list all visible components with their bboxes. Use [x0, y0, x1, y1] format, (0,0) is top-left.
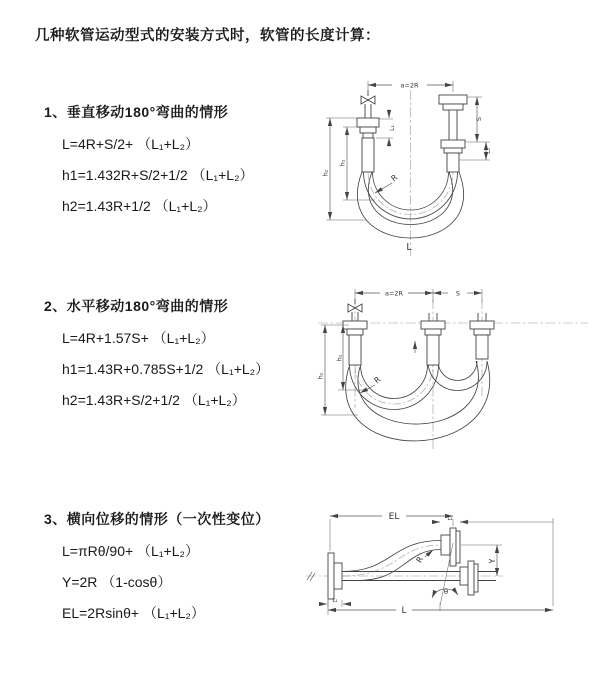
diagram-horizontal-180-bend — [310, 283, 595, 460]
dim-label-h2: h₂ — [316, 372, 325, 380]
dim-label-h1: h₁ — [335, 354, 344, 362]
dimension-lines — [319, 516, 553, 615]
section-2-heading: 2、水平移动180°弯曲的情形 — [44, 298, 229, 314]
dim-label-theta: θ — [443, 588, 449, 596]
section-3 — [44, 509, 270, 634]
dim-label-span: a=2R — [400, 81, 419, 90]
braid-section — [427, 335, 439, 365]
dim-label-length: L — [401, 606, 407, 616]
section-3-heading: 3、横向位移的情形（一次性变位） — [44, 511, 270, 527]
dim-label-s: S — [475, 116, 483, 122]
page-title: 几种软管运动型式的安装方式时，软管的长度计算： — [35, 28, 380, 44]
diagram-vertical-180-bend — [313, 70, 590, 260]
section-1-formula-h1: h1=1.432R+S/2+1/2 （L₁+L₂） — [62, 167, 254, 183]
diagram-lateral-displacement — [298, 503, 598, 640]
dim-label-length: L — [406, 242, 412, 253]
section-1-formula-h2: h2=1.43R+1/2 （L₁+L₂） — [62, 198, 217, 214]
dimension-lines — [321, 289, 482, 415]
braid-section — [349, 335, 361, 365]
dim-label-l2: L₂ — [485, 148, 492, 154]
dim-label-r: R — [414, 555, 426, 565]
middle-pipe — [421, 313, 445, 365]
valve-icon — [361, 96, 375, 104]
dim-label-span: a=2R — [384, 289, 404, 298]
dim-label-el: EL — [388, 512, 400, 522]
left-pipe — [357, 90, 379, 172]
section-2-formula-L: L=4R+1.57S+ （L₁+L₂） — [62, 330, 215, 346]
dim-label-l1: L₁ — [389, 125, 396, 131]
dim-label-s: S — [455, 289, 461, 298]
hose-loops — [346, 361, 490, 441]
section-3-formula-EL: EL=2Rsinθ+ （L₁+L₂） — [62, 605, 205, 621]
braid-section — [362, 138, 374, 172]
dim-label-h2: h₂ — [321, 169, 330, 177]
section-2-formula-h1: h1=1.43R+0.785S+1/2 （L₁+L₂） — [62, 361, 270, 377]
left-flange — [328, 553, 342, 599]
section-1-formula-L: L=4R+S/2+ （L₁+L₂） — [62, 136, 200, 152]
braid-section — [447, 153, 459, 172]
section-1-heading: 1、垂直移动180°弯曲的情形 — [44, 104, 229, 120]
dim-label-l1: L₁ — [332, 598, 338, 604]
section-2 — [44, 296, 269, 421]
raised-flange — [441, 528, 460, 566]
section-3-formula-Y: Y=2R （1-cosθ） — [62, 574, 172, 590]
section-2-formula-h2: h2=1.43R+S/2+1/2 （L₁+L₂） — [62, 392, 246, 408]
section-3-formula-L: L=πRθ/90+ （L₁+L₂） — [62, 543, 199, 559]
dim-label-h1: h₁ — [338, 159, 347, 167]
braid-section — [476, 335, 488, 359]
dim-label-r: R — [389, 172, 400, 184]
dim-label-l2: L₂ — [447, 516, 453, 522]
right-flange — [460, 561, 478, 595]
dim-label-r: R — [372, 374, 383, 386]
dim-label-y: Y — [488, 558, 497, 564]
pipe-break-icon — [307, 572, 315, 581]
right-pipe — [439, 95, 467, 172]
section-1 — [44, 102, 254, 227]
